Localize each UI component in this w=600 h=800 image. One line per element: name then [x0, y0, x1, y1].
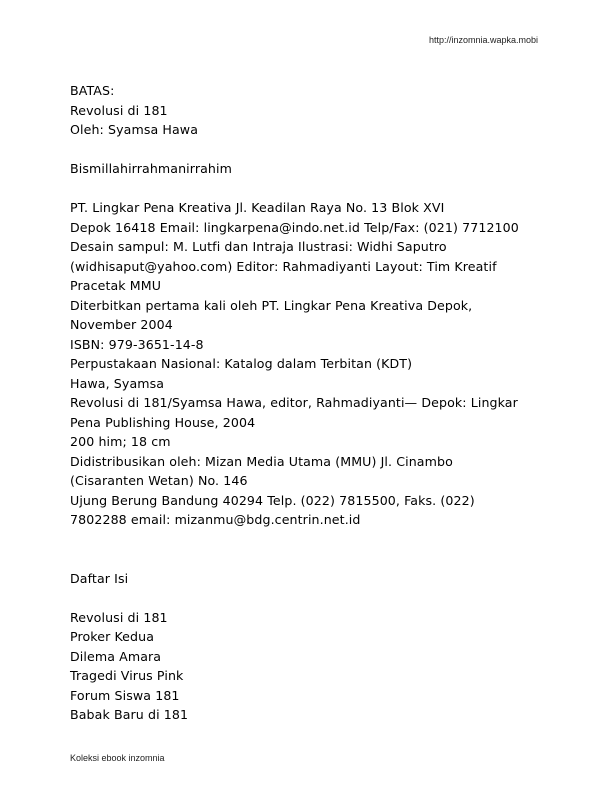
imprint-block: [70, 198, 540, 530]
toc-item: Proker Kedua: [70, 629, 155, 644]
imprint-line: Pena Publishing House, 2004: [70, 414, 256, 430]
imprint-line: Didistribusikan oleh: Mizan Media Utama (MMU) Jl. Cinambo: [70, 453, 453, 469]
imprint-line: 200 him; 18 cm: [70, 434, 171, 449]
imprint-line: (widhisaput@yahoo.com) Editor: Rahmadiyanti Layout: Tim Kreatif: [70, 258, 497, 274]
document-body: [70, 81, 540, 725]
imprint-line: November 2004: [70, 317, 173, 332]
toc-list: [70, 608, 540, 725]
imprint-line: Pracetak MMU: [70, 278, 162, 293]
toc-item: Forum Siswa 181: [70, 687, 180, 703]
book-author: Oleh: Syamsa Hawa: [70, 122, 199, 137]
imprint-line: ISBN: 979-3651-14-8: [70, 336, 204, 352]
toc-item: Babak Baru di 181: [70, 707, 189, 722]
imprint-line: Ujung Berung Bandung 40294 Telp. (022) 7815500, Faks. (022): [70, 492, 475, 508]
header-url: http://inzomnia.wapka.mobi: [428, 35, 538, 45]
toc-heading: Daftar Isi: [70, 570, 129, 586]
imprint-line: Desain sampul: M. Lutfi dan Intraja Ilustrasi: Widhi Saputro: [70, 239, 447, 254]
imprint-line: Depok 16418 Email: lingkarpena@indo.net.id Telp/Fax: (021) 7712100: [70, 219, 519, 235]
imprint-line: Perpustakaan Nasional: Katalog dalam Terbitan (KDT): [70, 356, 413, 371]
imprint-line: (Cisaranten Wetan) No. 146: [70, 473, 248, 488]
toc-item: Tragedi Virus Pink: [70, 668, 184, 683]
imprint-line: Diterbitkan pertama kali oleh PT. Lingkar Pena Kreativa Depok,: [70, 297, 473, 313]
toc-item: Revolusi di 181: [70, 609, 168, 625]
footer-text: Koleksi ebook inzomnia: [70, 753, 165, 763]
toc-item: Dilema Amara: [70, 648, 162, 664]
imprint-line: Revolusi di 181/Syamsa Hawa, editor, Rahmadiyanti— Depok: Lingkar: [70, 395, 518, 410]
book-title: Revolusi di 181: [70, 102, 168, 118]
imprint-line: Hawa, Syamsa: [70, 375, 165, 391]
bismillah: Bismillahirrahmanirrahim: [70, 161, 232, 176]
imprint-line: 7802288 email: mizanmu@bdg.centrin.net.id: [70, 512, 361, 527]
imprint-line: PT. Lingkar Pena Kreativa Jl. Keadilan Raya No. 13 Blok XVI: [70, 200, 445, 215]
batas-label: BATAS:: [70, 83, 115, 98]
